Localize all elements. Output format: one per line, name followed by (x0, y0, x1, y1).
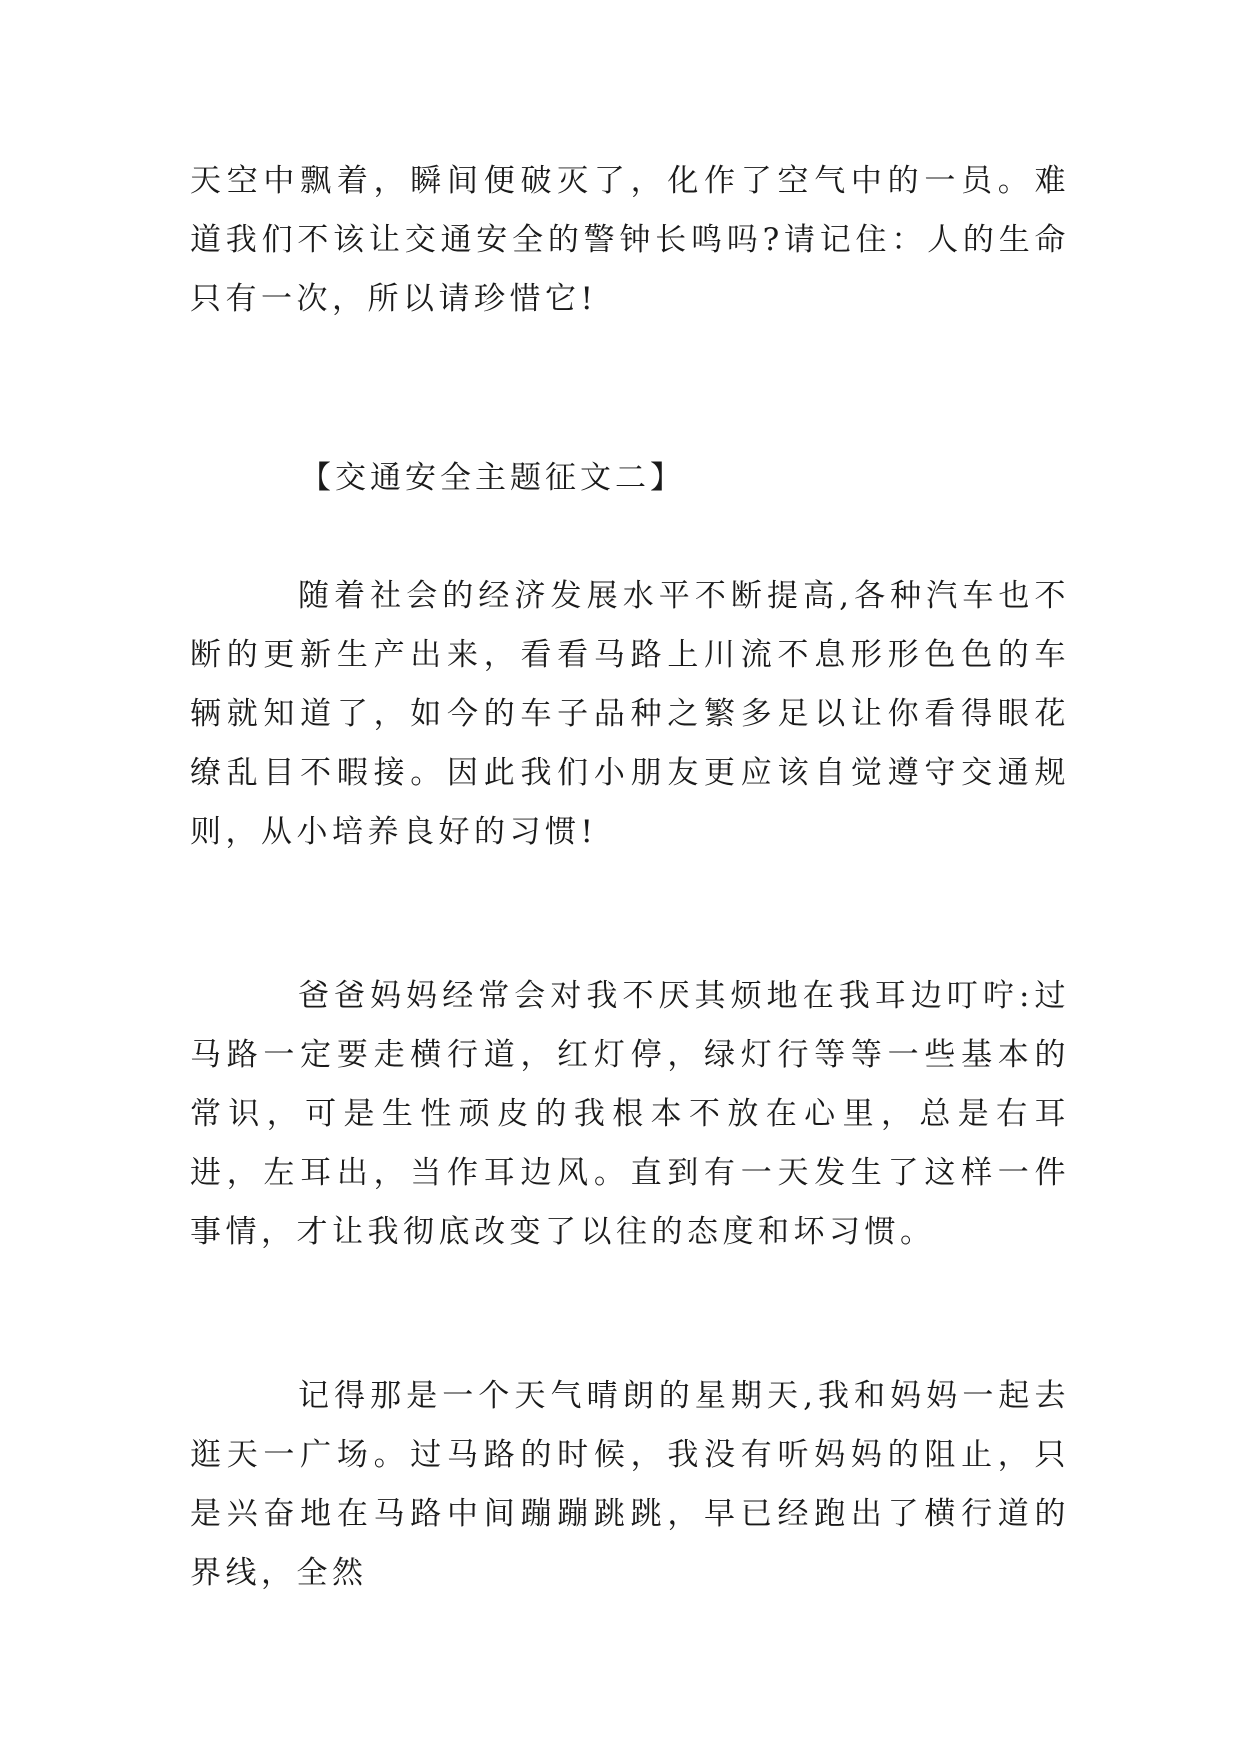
paragraph-parents-advice: 爸爸妈妈经常会对我不厌其烦地在我耳边叮咛:过马路一定要走横行道，红灯停，绿灯行等等一些基本的常识，可是生性顽皮的我根本不放在心里，总是右耳进，左耳出，当作耳边风。直到有一天发生了这样一件事情，才让我彻底改变了以往的态度和坏习惯。 (190, 978, 1070, 1250)
section-heading: 【交通安全主题征文二】 (300, 460, 685, 496)
paragraph-intro: 随着社会的经济发展水平不断提高,各种汽车也不断的更新生产出来，看看马路上川流不息形形色色的车辆就知道了，如今的车子品种之繁多足以让你看得眼花缭乱目不暇接。因此我们小朋友更应该自觉遵守交通规则，从小培养良好的习惯! (190, 578, 1070, 850)
paragraph-continued: 天空中飘着，瞬间便破灭了，化作了空气中的一员。难道我们不该让交通安全的警钟长鸣吗?请记住：人的生命只有一次，所以请珍惜它! (190, 163, 1070, 317)
paragraph-sunday-story: 记得那是一个天气晴朗的星期天,我和妈妈一起去逛天一广场。过马路的时候，我没有听妈妈的阻止，只是兴奋地在马路中间蹦蹦跳跳，早已经跑出了横行道的界线，全然 (190, 1378, 1070, 1591)
